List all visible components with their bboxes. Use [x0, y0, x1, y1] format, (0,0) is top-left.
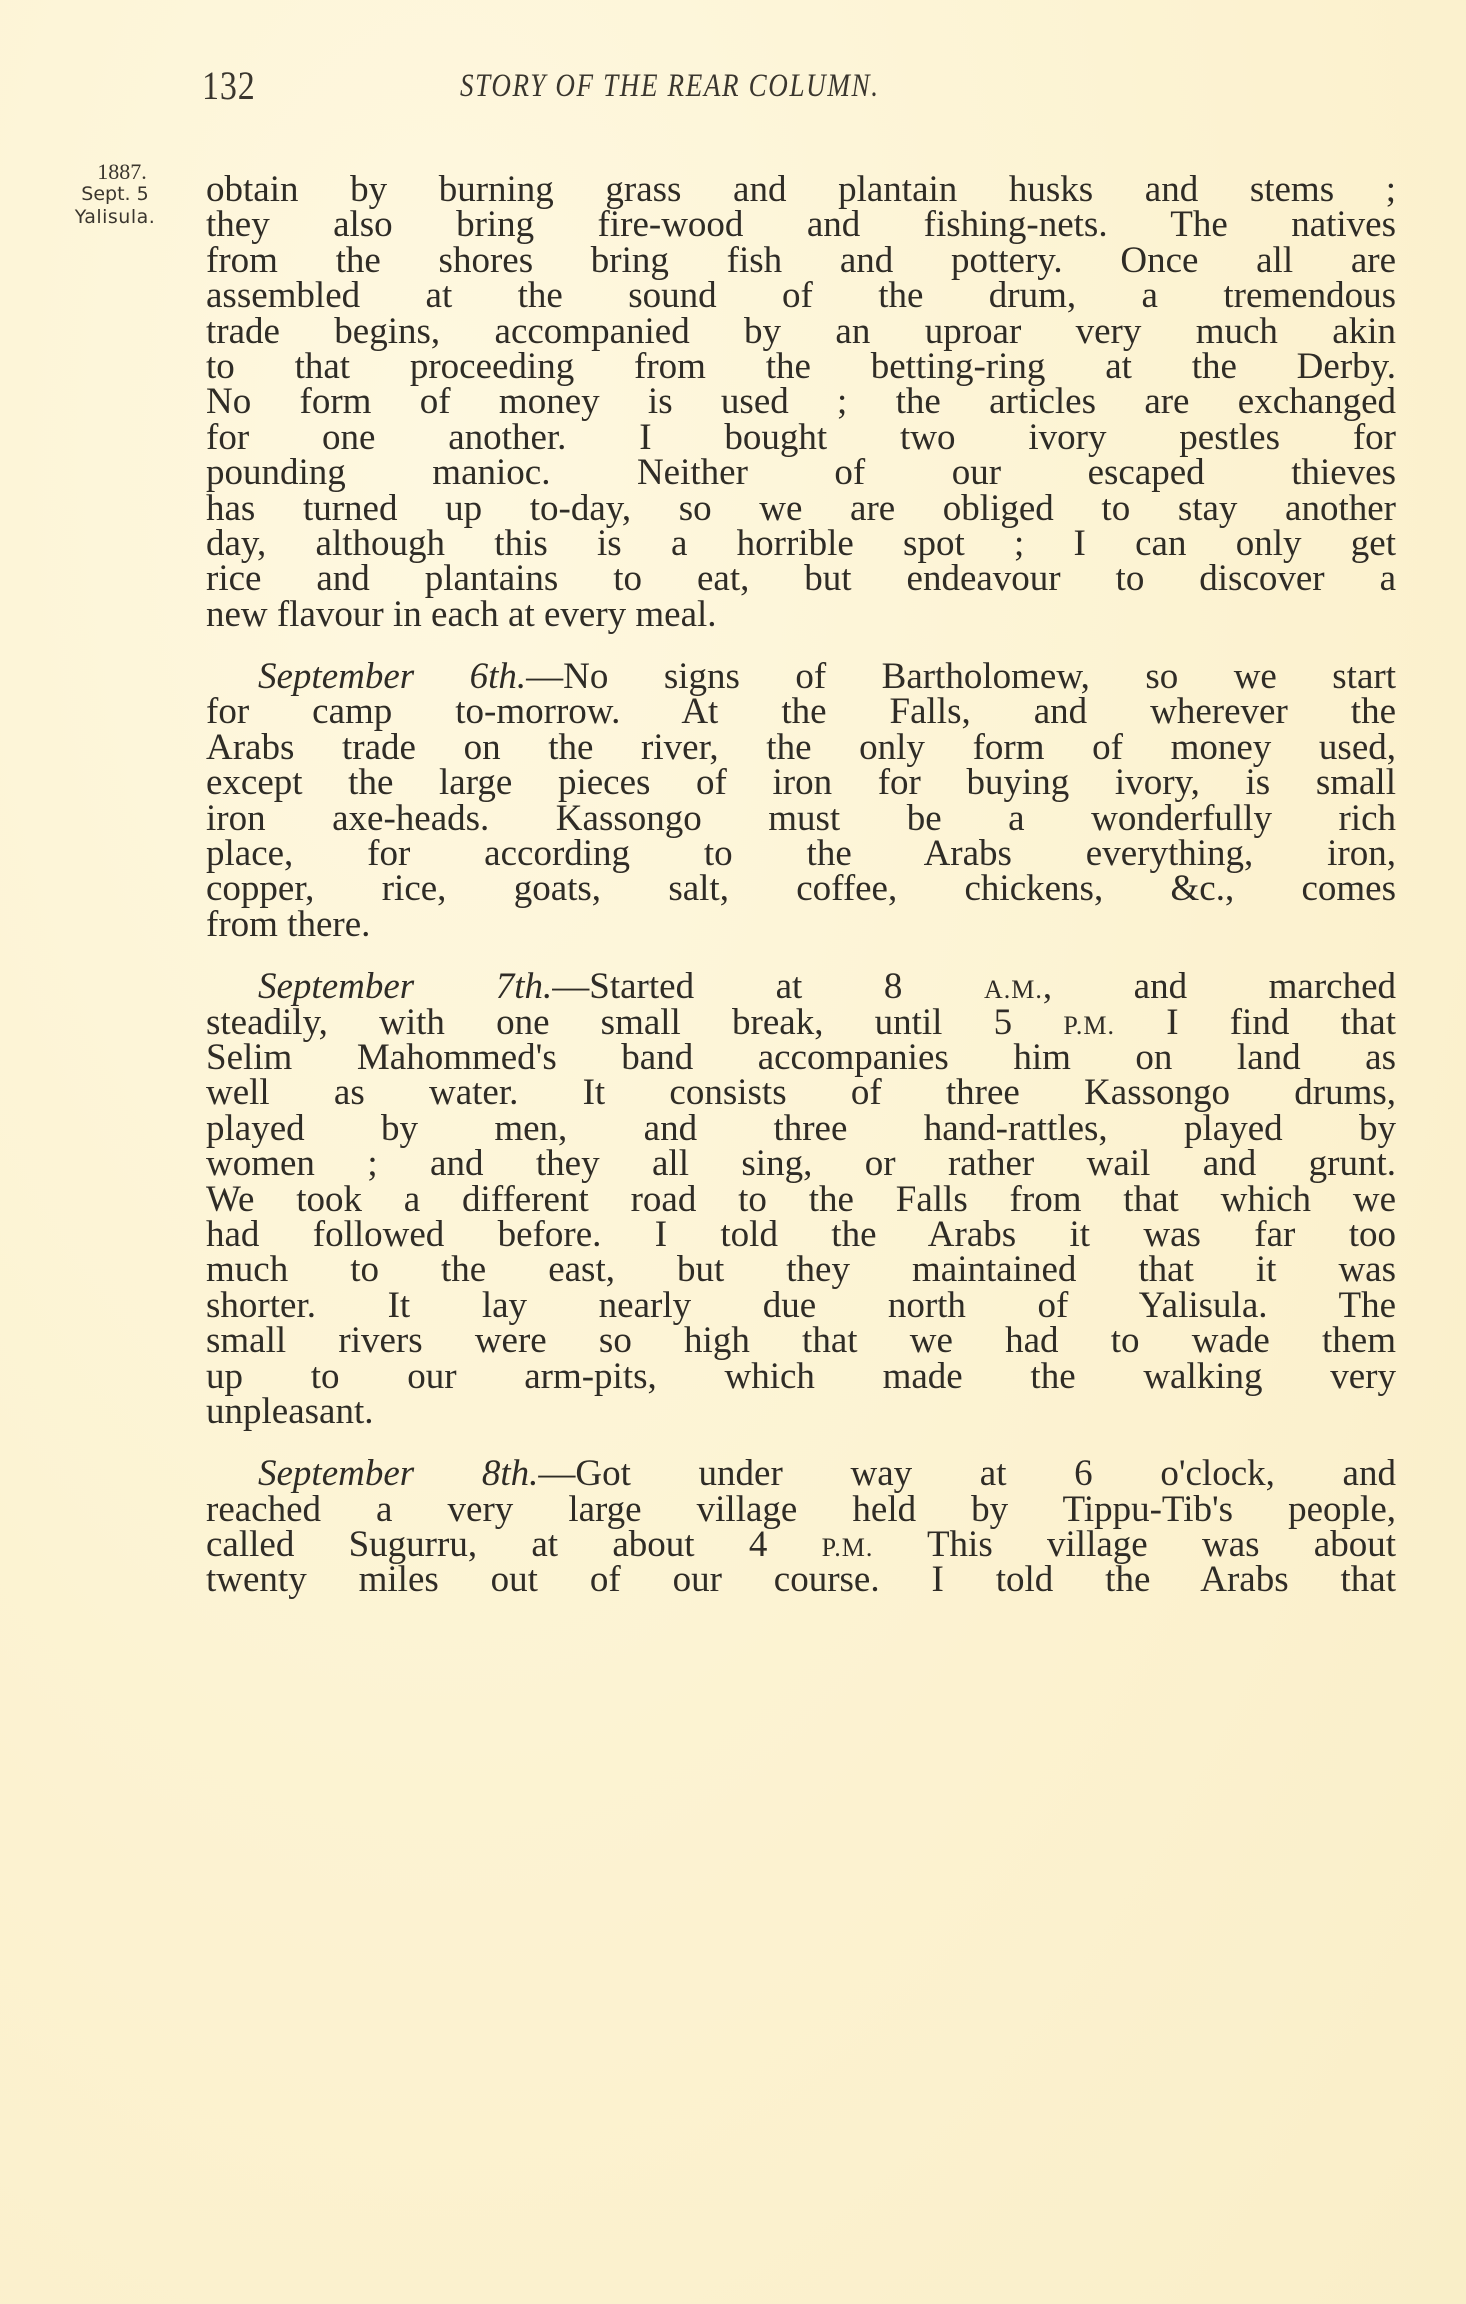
text-line: We took a different road to the Falls from that which we	[206, 1178, 1396, 1220]
text-line: shorter. It lay nearly due north of Yalisula. The	[206, 1284, 1396, 1326]
time-abbrev: P.M.	[1063, 1010, 1116, 1040]
running-title: STORY OF THE REAR COLUMN.	[460, 68, 880, 104]
text-line: women ; and they all sing, or rather wail and grunt.	[206, 1143, 1396, 1185]
paragraph-spacer	[206, 632, 1396, 659]
text-span: This village was about	[873, 1524, 1396, 1566]
text-span: —No signs of Bartholomew, so we start	[526, 656, 1396, 698]
margin-note	[30, 160, 200, 229]
text-line	[206, 966, 1396, 1008]
paragraph-spacer	[206, 1429, 1396, 1456]
paragraph-sept-5	[206, 169, 1396, 635]
text-line: assembled at the sound of the drum, a tremendous	[206, 275, 1396, 317]
time-abbrev: P.M.	[821, 1533, 874, 1563]
body-text	[206, 169, 1396, 1601]
text-line: had followed before. I told the Arabs it was far too	[206, 1213, 1396, 1255]
page-header	[0, 62, 1466, 122]
paragraph-sept-8	[206, 1453, 1396, 1601]
text-line: rice and plantains to eat, but endeavour to discover a	[206, 558, 1396, 600]
text-line: place, for according to the Arabs everything, iron,	[206, 833, 1396, 875]
text-line: pounding manioc. Neither of our escaped thieves	[206, 452, 1396, 494]
text-line: obtain by burning grass and plantain husks and stems ;	[206, 169, 1396, 210]
margin-note-place: Yalisula.	[74, 206, 156, 228]
margin-note-date: Sept. 5	[81, 183, 149, 205]
page-number: 132	[202, 63, 256, 108]
entry-date-label: September 8th.	[258, 1453, 539, 1495]
text-line: twenty miles out of our course. I told the Arabs that	[206, 1559, 1396, 1601]
margin-note-year: 1887.	[97, 159, 147, 184]
paragraph-sept-6	[206, 656, 1396, 945]
text-span: called Sugurru, at about 4	[206, 1524, 822, 1566]
text-line: for one another. I bought two ivory pestles for	[206, 416, 1396, 458]
paragraph-spacer	[206, 942, 1396, 969]
text-line	[206, 1001, 1396, 1043]
entry-date-label: September 7th.	[258, 966, 553, 1008]
text-line: except the large pieces of iron for buying ivory, is small	[206, 762, 1396, 804]
text-span: —Started at 8	[552, 966, 984, 1008]
text-line: for camp to-morrow. At the Falls, and wherever the	[206, 691, 1396, 733]
time-abbrev: A.M.	[983, 975, 1043, 1005]
text-span: steadily, with one small break, until 5	[206, 1001, 1064, 1043]
text-line: much to the east, but they maintained that it was	[206, 1249, 1396, 1291]
paragraph-sept-7	[206, 966, 1396, 1432]
text-line	[206, 656, 1396, 698]
text-line: from the shores bring fish and pottery. Once all are	[206, 239, 1396, 281]
text-line: unpleasant.	[206, 1390, 374, 1432]
text-line: trade begins, accompanied by an uproar very much akin	[206, 310, 1396, 352]
text-line: played by men, and three hand-rattles, played by	[206, 1107, 1396, 1149]
text-span: I find that	[1115, 1001, 1396, 1043]
text-line: up to our arm-pits, which made the walking very	[206, 1355, 1396, 1397]
text-line: reached a very large village held by Tippu-Tib's people,	[206, 1488, 1396, 1530]
text-line: to that proceeding from the betting-ring at the Derby.	[206, 345, 1396, 387]
text-line	[206, 1453, 1396, 1495]
text-line: copper, rice, goats, salt, coffee, chickens, &c., comes	[206, 868, 1396, 910]
text-span: , and marched	[1042, 966, 1396, 1008]
text-line: No form of money is used ; the articles are exchanged	[206, 381, 1396, 423]
text-line: well as water. It consists of three Kassongo drums,	[206, 1072, 1396, 1114]
text-span: —Got under way at 6 o'clock, and	[538, 1453, 1396, 1495]
text-line	[206, 1524, 1396, 1566]
text-line: Selim Mahommed's band accompanies him on land as	[206, 1036, 1396, 1078]
entry-date-label: September 6th.	[258, 656, 527, 698]
text-line: Arabs trade on the river, the only form of money used,	[206, 726, 1396, 768]
text-line: has turned up to-day, so we are obliged to stay another	[206, 487, 1396, 529]
text-line: new flavour in each at every meal.	[206, 593, 717, 635]
text-line: day, although this is a horrible spot ; I can only get	[206, 522, 1396, 564]
text-line: they also bring fire-wood and fishing-nets. The natives	[206, 204, 1396, 246]
text-line: from there.	[206, 903, 371, 945]
text-line: small rivers were so high that we had to wade them	[206, 1320, 1396, 1362]
text-line: iron axe-heads. Kassongo must be a wonderfully rich	[206, 797, 1396, 839]
